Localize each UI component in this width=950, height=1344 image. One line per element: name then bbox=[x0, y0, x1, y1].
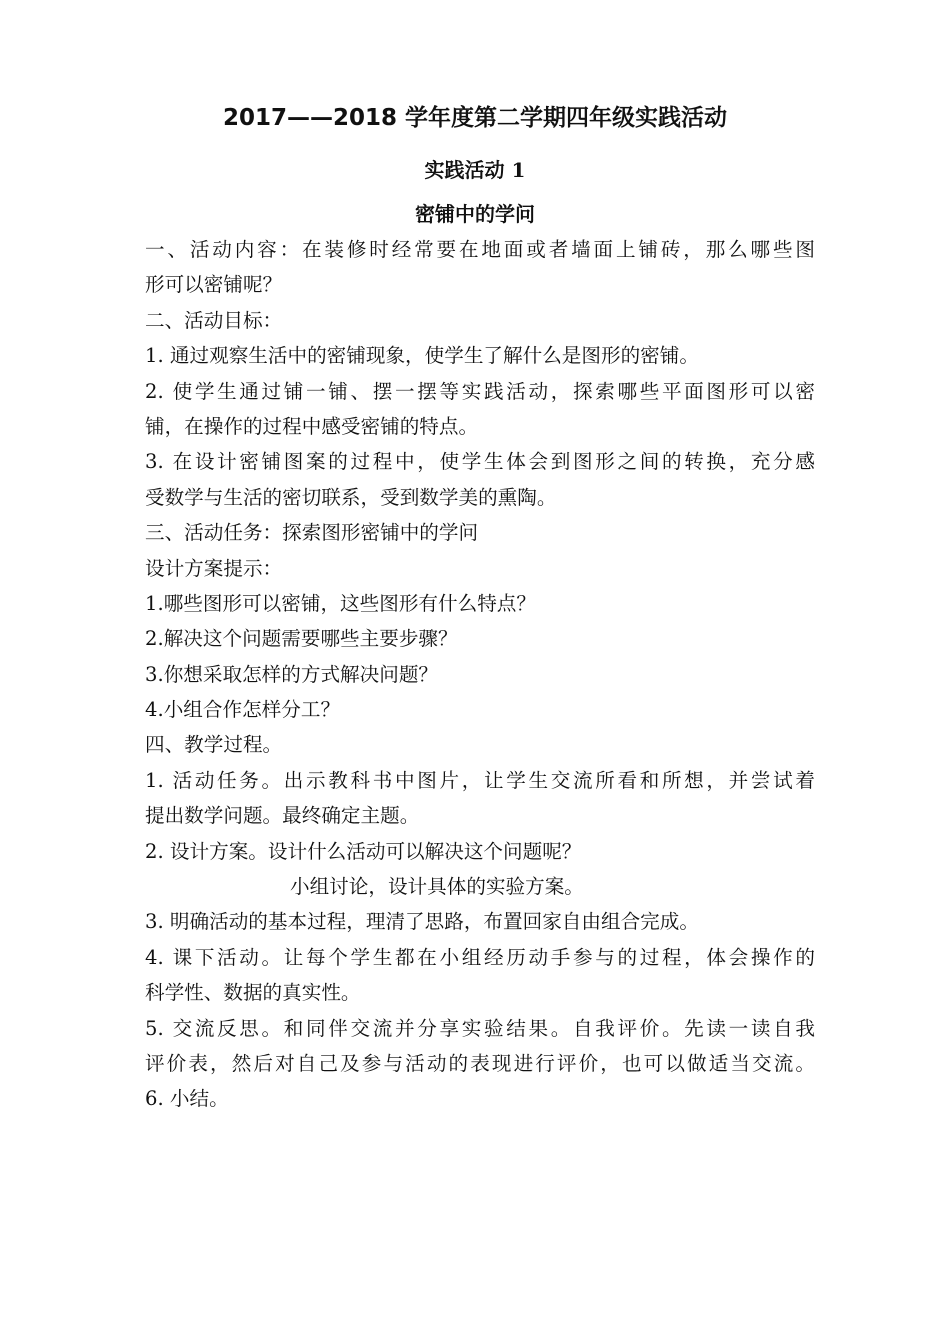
activity-subtitle: 实践活动 1 bbox=[424, 158, 526, 182]
paragraph-line: 4. 课下活动。让每个学生都在小组经历动手参与的过程，体会操作的 bbox=[145, 945, 815, 969]
paragraph-line: 二、活动目标： bbox=[145, 308, 283, 332]
paragraph-line: 4.小组合作怎样分工？ bbox=[145, 698, 341, 722]
paragraph-line: 设计方案提示： bbox=[145, 556, 283, 580]
paragraph-line: 评价表，然后对自己及参与活动的表现进行评价，也可以做适当交流。 bbox=[145, 1051, 815, 1075]
paragraph-line: 1. 活动任务。出示教科书中图片，让学生交流所看和所想，并尝试着 bbox=[145, 768, 815, 792]
paragraph-line: 1. 通过观察生活中的密铺现象，使学生了解什么是图形的密铺。 bbox=[145, 344, 699, 368]
paragraph-line: 1.哪些图形可以密铺，这些图形有什么特点？ bbox=[145, 591, 536, 615]
paragraph-line: 2. 使学生通过铺一铺、摆一摆等实践活动，探索哪些平面图形可以密 bbox=[145, 379, 815, 403]
paragraph-line: 三、活动任务：探索图形密铺中的学问 bbox=[145, 521, 479, 545]
section-heading: 密铺中的学问 bbox=[415, 202, 535, 226]
document-title: 2017——2018 学年度第二学期四年级实践活动 bbox=[222, 105, 728, 131]
paragraph-line: 6. 小结。 bbox=[145, 1087, 229, 1111]
paragraph-line: 一、活动内容：在装修时经常要在地面或者墙面上铺砖，那么哪些图 bbox=[145, 238, 815, 261]
paragraph-line: 科学性、数据的真实性。 bbox=[145, 981, 361, 1005]
paragraph-line: 3.你想采取怎样的方式解决问题？ bbox=[145, 662, 439, 686]
paragraph-line: 5. 交流反思。和同伴交流并分享实验结果。自我评价。先读一读自我 bbox=[145, 1016, 815, 1040]
document-body bbox=[145, 232, 815, 1117]
paragraph-line: 四、教学过程。 bbox=[145, 733, 283, 757]
paragraph-line: 3. 明确活动的基本过程，理清了思路，布置回家自由组合完成。 bbox=[145, 910, 699, 934]
paragraph-line: 提出数学问题。最终确定主题。 bbox=[145, 804, 420, 828]
paragraph-line: 2.解决这个问题需要哪些主要步骤？ bbox=[145, 627, 458, 651]
paragraph-line: 受数学与生活的密切联系，受到数学美的熏陶。 bbox=[145, 485, 557, 509]
paragraph-line: 形可以密铺呢？ bbox=[145, 273, 283, 297]
paragraph-line: 3. 在设计密铺图案的过程中，使学生体会到图形之间的转换，充分感 bbox=[145, 450, 815, 474]
paragraph-line: 2. 设计方案。设计什么活动可以解决这个问题呢？ bbox=[145, 839, 582, 863]
paragraph-line: 铺，在操作的过程中感受密铺的特点。 bbox=[145, 414, 479, 438]
paragraph-line: 小组讨论，设计具体的实验方案。 bbox=[290, 875, 584, 899]
